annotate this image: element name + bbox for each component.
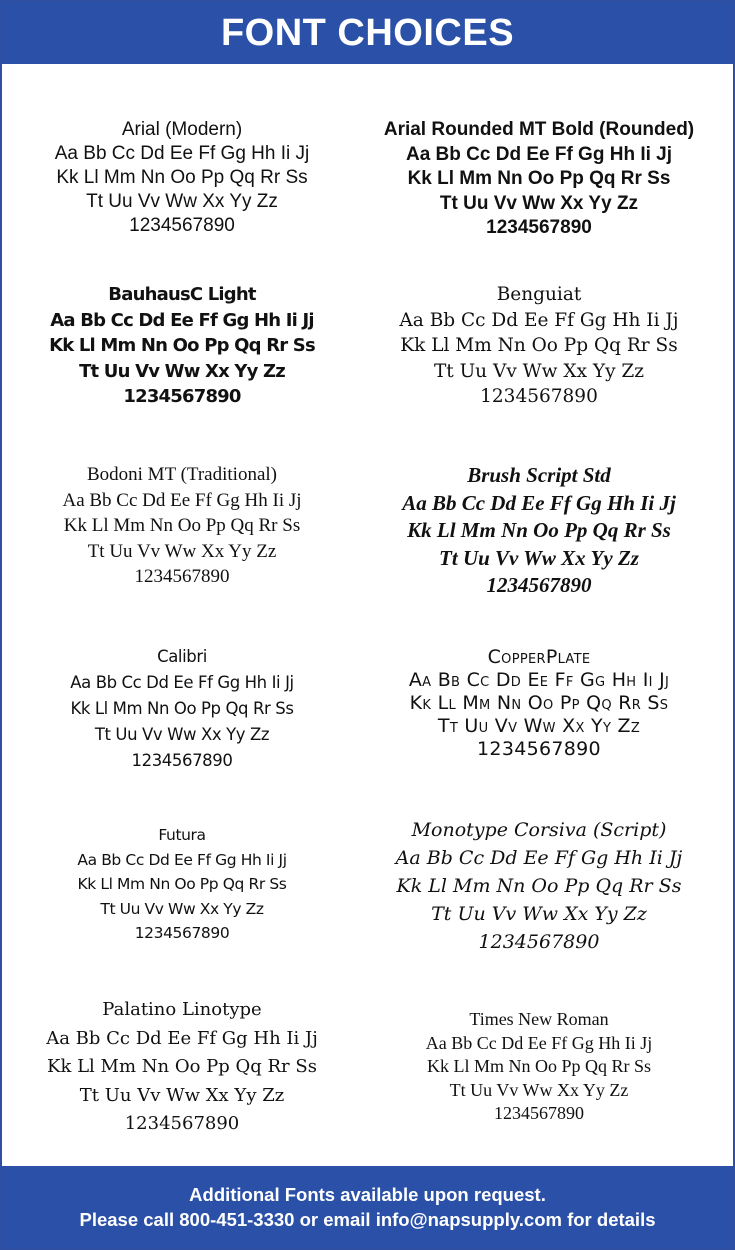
alphabet-line-1: Aa Bb Cc Dd Ee Ff Gg Hh Ii Jj bbox=[70, 673, 294, 692]
font-sample-monotype-corsiva bbox=[354, 816, 724, 956]
font-name: Futura bbox=[158, 826, 206, 844]
font-name: Bodoni MT (Traditional) bbox=[86, 464, 277, 485]
alphabet-line-3: Tt Uu Vv Ww Xx Yy Zz bbox=[94, 725, 270, 744]
alphabet-line-3: Tt Uu Vv Ww Xx Yy Zz bbox=[449, 1079, 629, 1100]
digits-line: 1234567890 bbox=[123, 386, 241, 407]
alphabet-line-3: Tt Uu Vv Ww Xx Yy Zz bbox=[439, 192, 639, 214]
font-sample-benguiat bbox=[354, 282, 724, 410]
alphabet-line-3: Tt Uu Vv Ww Xx Yy Zz bbox=[431, 903, 647, 925]
alphabet-line-2: Kk Ll Mm Nn Oo Pp Qq Rr Ss bbox=[49, 335, 315, 356]
font-sample-times-new-roman bbox=[354, 1008, 724, 1126]
alphabet-line-3: Tt Uu Vv Ww Xx Yy Zz bbox=[79, 360, 285, 382]
alphabet-line-1: Aa Bb Cc Dd Ee Ff Gg Hh Ii Jj bbox=[408, 669, 670, 691]
digits-line: 1234567890 bbox=[124, 1113, 240, 1134]
font-sample-futura bbox=[2, 823, 362, 946]
digits-line: 1234567890 bbox=[131, 751, 233, 770]
font-sample-bodoni bbox=[2, 462, 362, 590]
alphabet-line-1: Aa Bb Cc Dd Ee Ff Gg Hh Ii Jj bbox=[50, 309, 314, 331]
font-name: BauhausC Light bbox=[108, 284, 256, 305]
alphabet-line-2: Kk Ll Mm Nn Oo Pp Qq Rr Ss bbox=[400, 335, 678, 356]
footer-contact-line: Please call 800-451-3330 or email info@napsupply.com for details bbox=[79, 1209, 656, 1230]
contact-footer bbox=[2, 1166, 733, 1248]
font-sample-calibri bbox=[2, 644, 362, 774]
alphabet-line-2: Kk Ll Mm Nn Oo Pp Qq Rr Ss bbox=[56, 167, 308, 188]
digits-line: 1234567890 bbox=[486, 217, 592, 238]
font-sample-arial-rounded bbox=[354, 118, 724, 241]
alphabet-line-3: Tt Uu Vv Ww Xx Yy Zz bbox=[433, 360, 645, 382]
digits-line: 1234567890 bbox=[134, 566, 230, 587]
digits-line: 1234567890 bbox=[134, 924, 230, 942]
alphabet-line-1: Aa Bb Cc Dd Ee Ff Gg Hh Ii Jj bbox=[425, 1032, 653, 1053]
font-name: Calibri bbox=[157, 647, 207, 666]
font-sample-brush-script bbox=[354, 462, 724, 600]
alphabet-line-1: Aa Bb Cc Dd Ee Ff Gg Hh Ii Jj bbox=[405, 143, 673, 165]
alphabet-line-3: Tt Uu Vv Ww Xx Yy Zz bbox=[439, 545, 639, 570]
alphabet-line-2: Kk Ll Mm Nn Oo Pp Qq Rr Ss bbox=[426, 1056, 652, 1076]
font-name: Arial Rounded MT Bold (Rounded) bbox=[383, 119, 695, 140]
font-name: Brush Script Std bbox=[467, 463, 611, 487]
footer-availability-note: Additional Fonts available upon request. bbox=[189, 1184, 546, 1205]
alphabet-line-2: Kk Ll Mm Nn Oo Pp Qq Rr Ss bbox=[70, 699, 294, 718]
alphabet-line-1: Aa Bb Cc Dd Ee Ff Gg Hh Ii Jj bbox=[399, 309, 679, 331]
alphabet-line-2: Kk Ll Mm Nn Oo Pp Qq Rr Ss bbox=[47, 1056, 317, 1077]
alphabet-line-1: Aa Bb Cc Dd Ee Ff Gg Hh Ii Jj bbox=[395, 847, 683, 869]
digits-line: 1234567890 bbox=[129, 215, 235, 236]
digits-line: 1234567890 bbox=[494, 1103, 584, 1123]
font-sample-arial bbox=[2, 118, 362, 238]
font-name: CopperPlate bbox=[487, 646, 591, 668]
digits-line: 1234567890 bbox=[480, 386, 598, 407]
font-sample-copperplate bbox=[354, 646, 724, 761]
page-title: FONT CHOICES bbox=[2, 2, 733, 64]
font-name: Times New Roman bbox=[469, 1009, 609, 1029]
alphabet-line-1: Aa Bb Cc Dd Ee Ff Gg Hh Ii Jj bbox=[77, 850, 287, 869]
font-sample-bauhaus bbox=[2, 282, 362, 410]
font-sample-palatino bbox=[2, 996, 362, 1139]
digits-line: 1234567890 bbox=[478, 931, 600, 953]
alphabet-line-2: Kk Ll Mm Nn Oo Pp Qq Rr Ss bbox=[407, 518, 671, 542]
font-name: Monotype Corsiva (Script) bbox=[411, 819, 667, 841]
digits-line: 1234567890 bbox=[486, 573, 592, 597]
font-name: Arial (Modern) bbox=[121, 119, 243, 140]
alphabet-line-1: Aa Bb Cc Dd Ee Ff Gg Hh Ii Jj bbox=[62, 489, 302, 511]
alphabet-line-3: Tt Uu Vv Ww Xx Yy Zz bbox=[87, 540, 277, 562]
alphabet-line-1: Aa Bb Cc Dd Ee Ff Gg Hh Ii Jj bbox=[402, 490, 676, 515]
alphabet-line-1: Aa Bb Cc Dd Ee Ff Gg Hh Ii Jj bbox=[46, 1027, 318, 1049]
alphabet-line-3: Tt Uu Vv Ww Xx Yy Zz bbox=[86, 191, 278, 212]
alphabet-line-2: Kk Ll Mm Nn Oo Pp Qq Rr Ss bbox=[63, 515, 301, 536]
alphabet-line-3: Tt Uu Vv Ww Xx Yy Zz bbox=[437, 715, 641, 737]
font-name: Benguiat bbox=[496, 284, 582, 305]
digits-line: 1234567890 bbox=[477, 738, 601, 760]
alphabet-line-2: Kk Ll Mm Nn Oo Pp Qq Rr Ss bbox=[77, 875, 287, 893]
alphabet-line-3: Tt Uu Vv Ww Xx Yy Zz bbox=[79, 1084, 285, 1106]
alphabet-line-2: Kk Ll Mm Nn Oo Pp Qq Rr Ss bbox=[396, 875, 682, 897]
alphabet-line-1: Aa Bb Cc Dd Ee Ff Gg Hh Ii Jj bbox=[54, 143, 310, 164]
font-name: Palatino Linotype bbox=[102, 999, 262, 1020]
alphabet-line-2: Kk Ll Mm Nn Oo Pp Qq Rr Ss bbox=[407, 168, 671, 189]
alphabet-line-3: Tt Uu Vv Ww Xx Yy Zz bbox=[100, 899, 264, 918]
alphabet-line-2: Kk Ll Mm Nn Oo Pp Qq Rr Ss bbox=[409, 692, 669, 714]
